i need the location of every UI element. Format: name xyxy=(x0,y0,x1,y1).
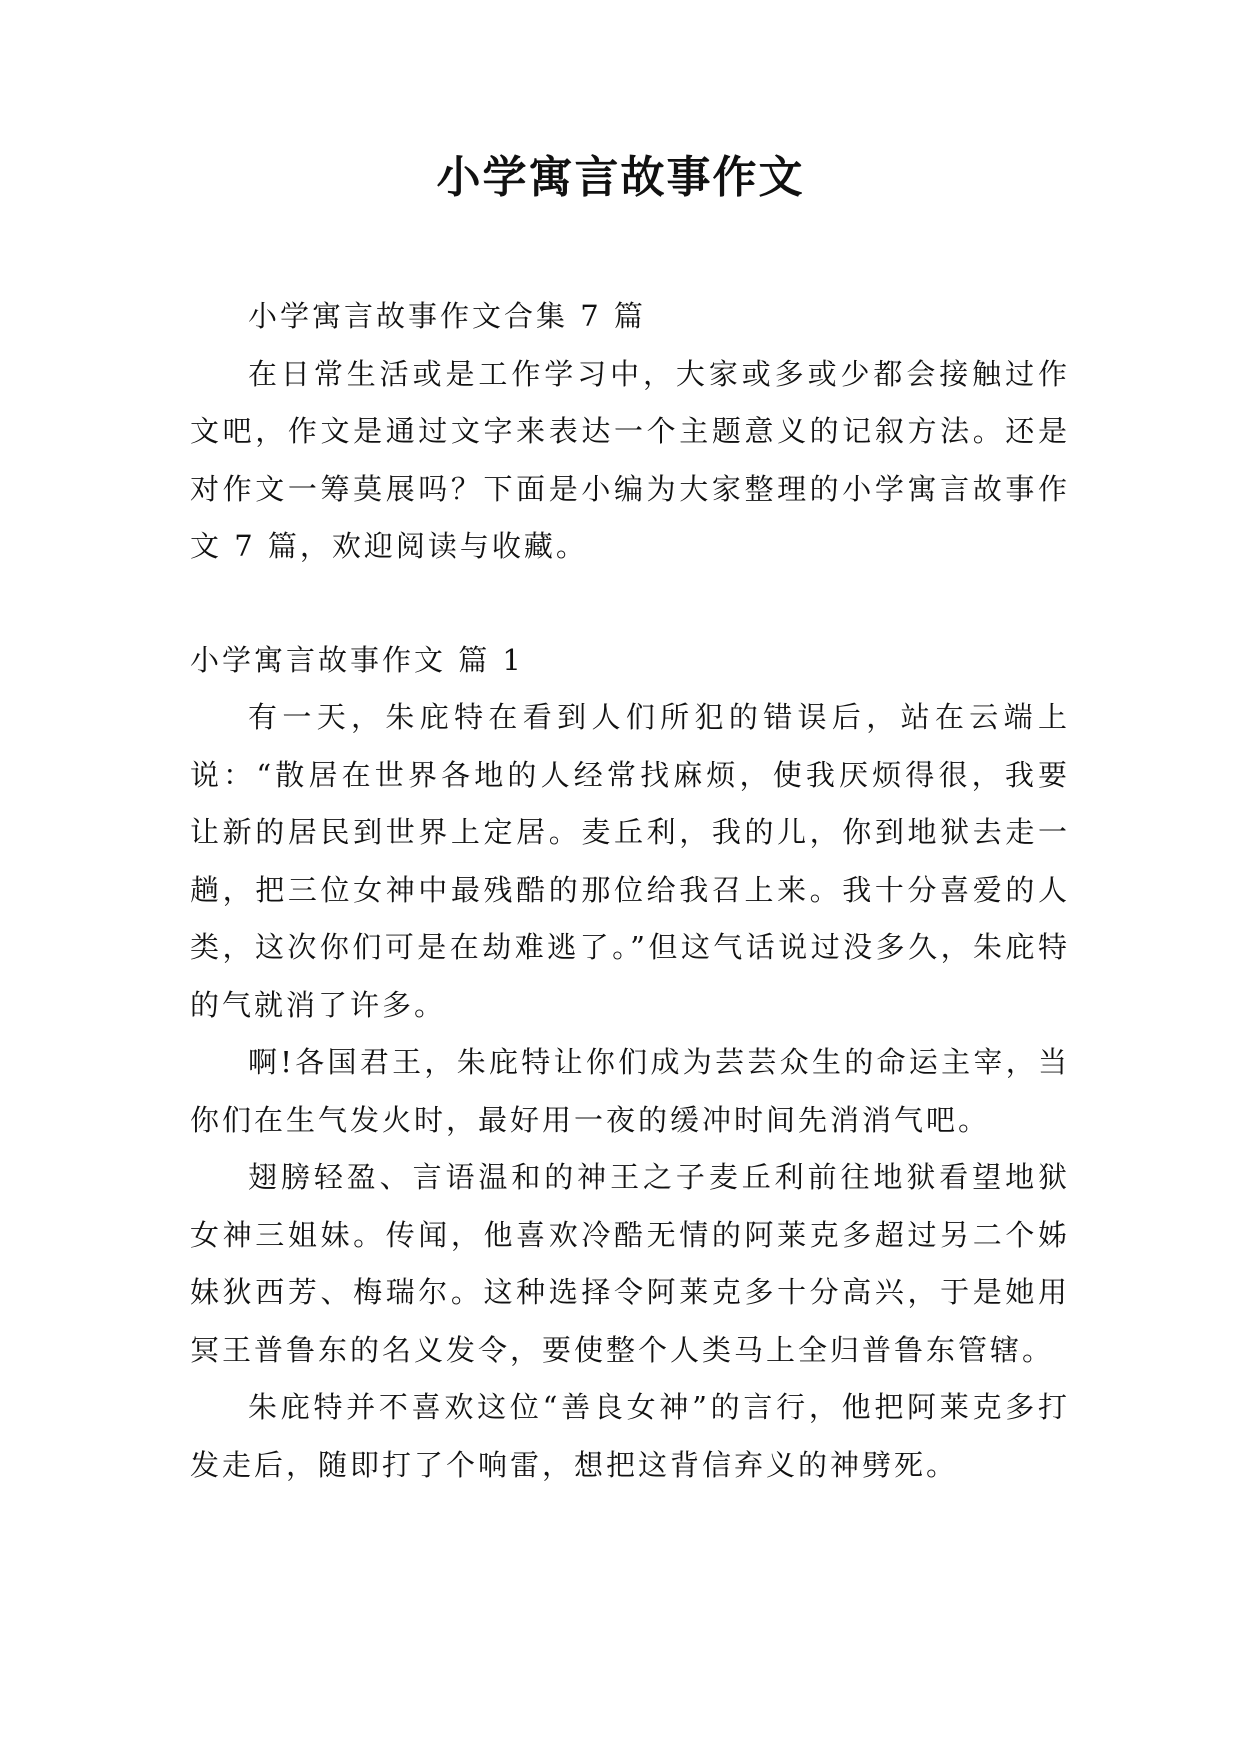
document-body xyxy=(190,288,1070,1494)
story-paragraph: 啊!各国君王，朱庇特让你们成为芸芸众生的命运主宰，当你们在生气发火时，最好用一夜的缓冲时间先消消气吧。 xyxy=(190,1045,1070,1137)
intro-paragraph: 在日常生活或是工作学习中，大家或多或少都会接触过作文吧，作文是通过文字来表达一个主题意义的记叙方法。还是对作文一筹莫展吗？下面是小编为大家整理的小学寓言故事作文 7 篇，欢迎阅读与收藏。 xyxy=(190,356,1070,563)
story-paragraph: 有一天，朱庇特在看到人们所犯的错误后，站在云端上说：“散居在世界各地的人经常找麻烦，使我厌烦得很，我要让新的居民到世界上定居。麦丘利，我的儿，你到地狱去走一趟，把三位女神中最残酷的那位给我召上来。我十分喜爱的人类，这次你们可是在劫难逃了。”但这气话说过没多久，朱庇特的气就消了许多。 xyxy=(190,700,1070,1022)
collection-subtitle: 小学寓言故事作文合集 7 篇 xyxy=(248,299,646,333)
story-paragraph: 朱庇特并不喜欢这位“善良女神”的言行，他把阿莱克多打发走后，随即打了个响雷，想把这背信弃义的神劈死。 xyxy=(190,1390,1070,1482)
document-title: 小学寓言故事作文 xyxy=(436,152,805,203)
section-heading: 小学寓言故事作文 篇 1 xyxy=(190,642,524,677)
story-paragraph: 翅膀轻盈、言语温和的神王之子麦丘利前往地狱看望地狱女神三姐妹。传闻，他喜欢冷酷无情的阿莱克多超过另二个姊妹狄西芳、梅瑞尔。这种选择令阿莱克多十分高兴，于是她用冥王普鲁东的名义发令，要使整个人类马上全归普鲁东管辖。 xyxy=(190,1160,1070,1367)
